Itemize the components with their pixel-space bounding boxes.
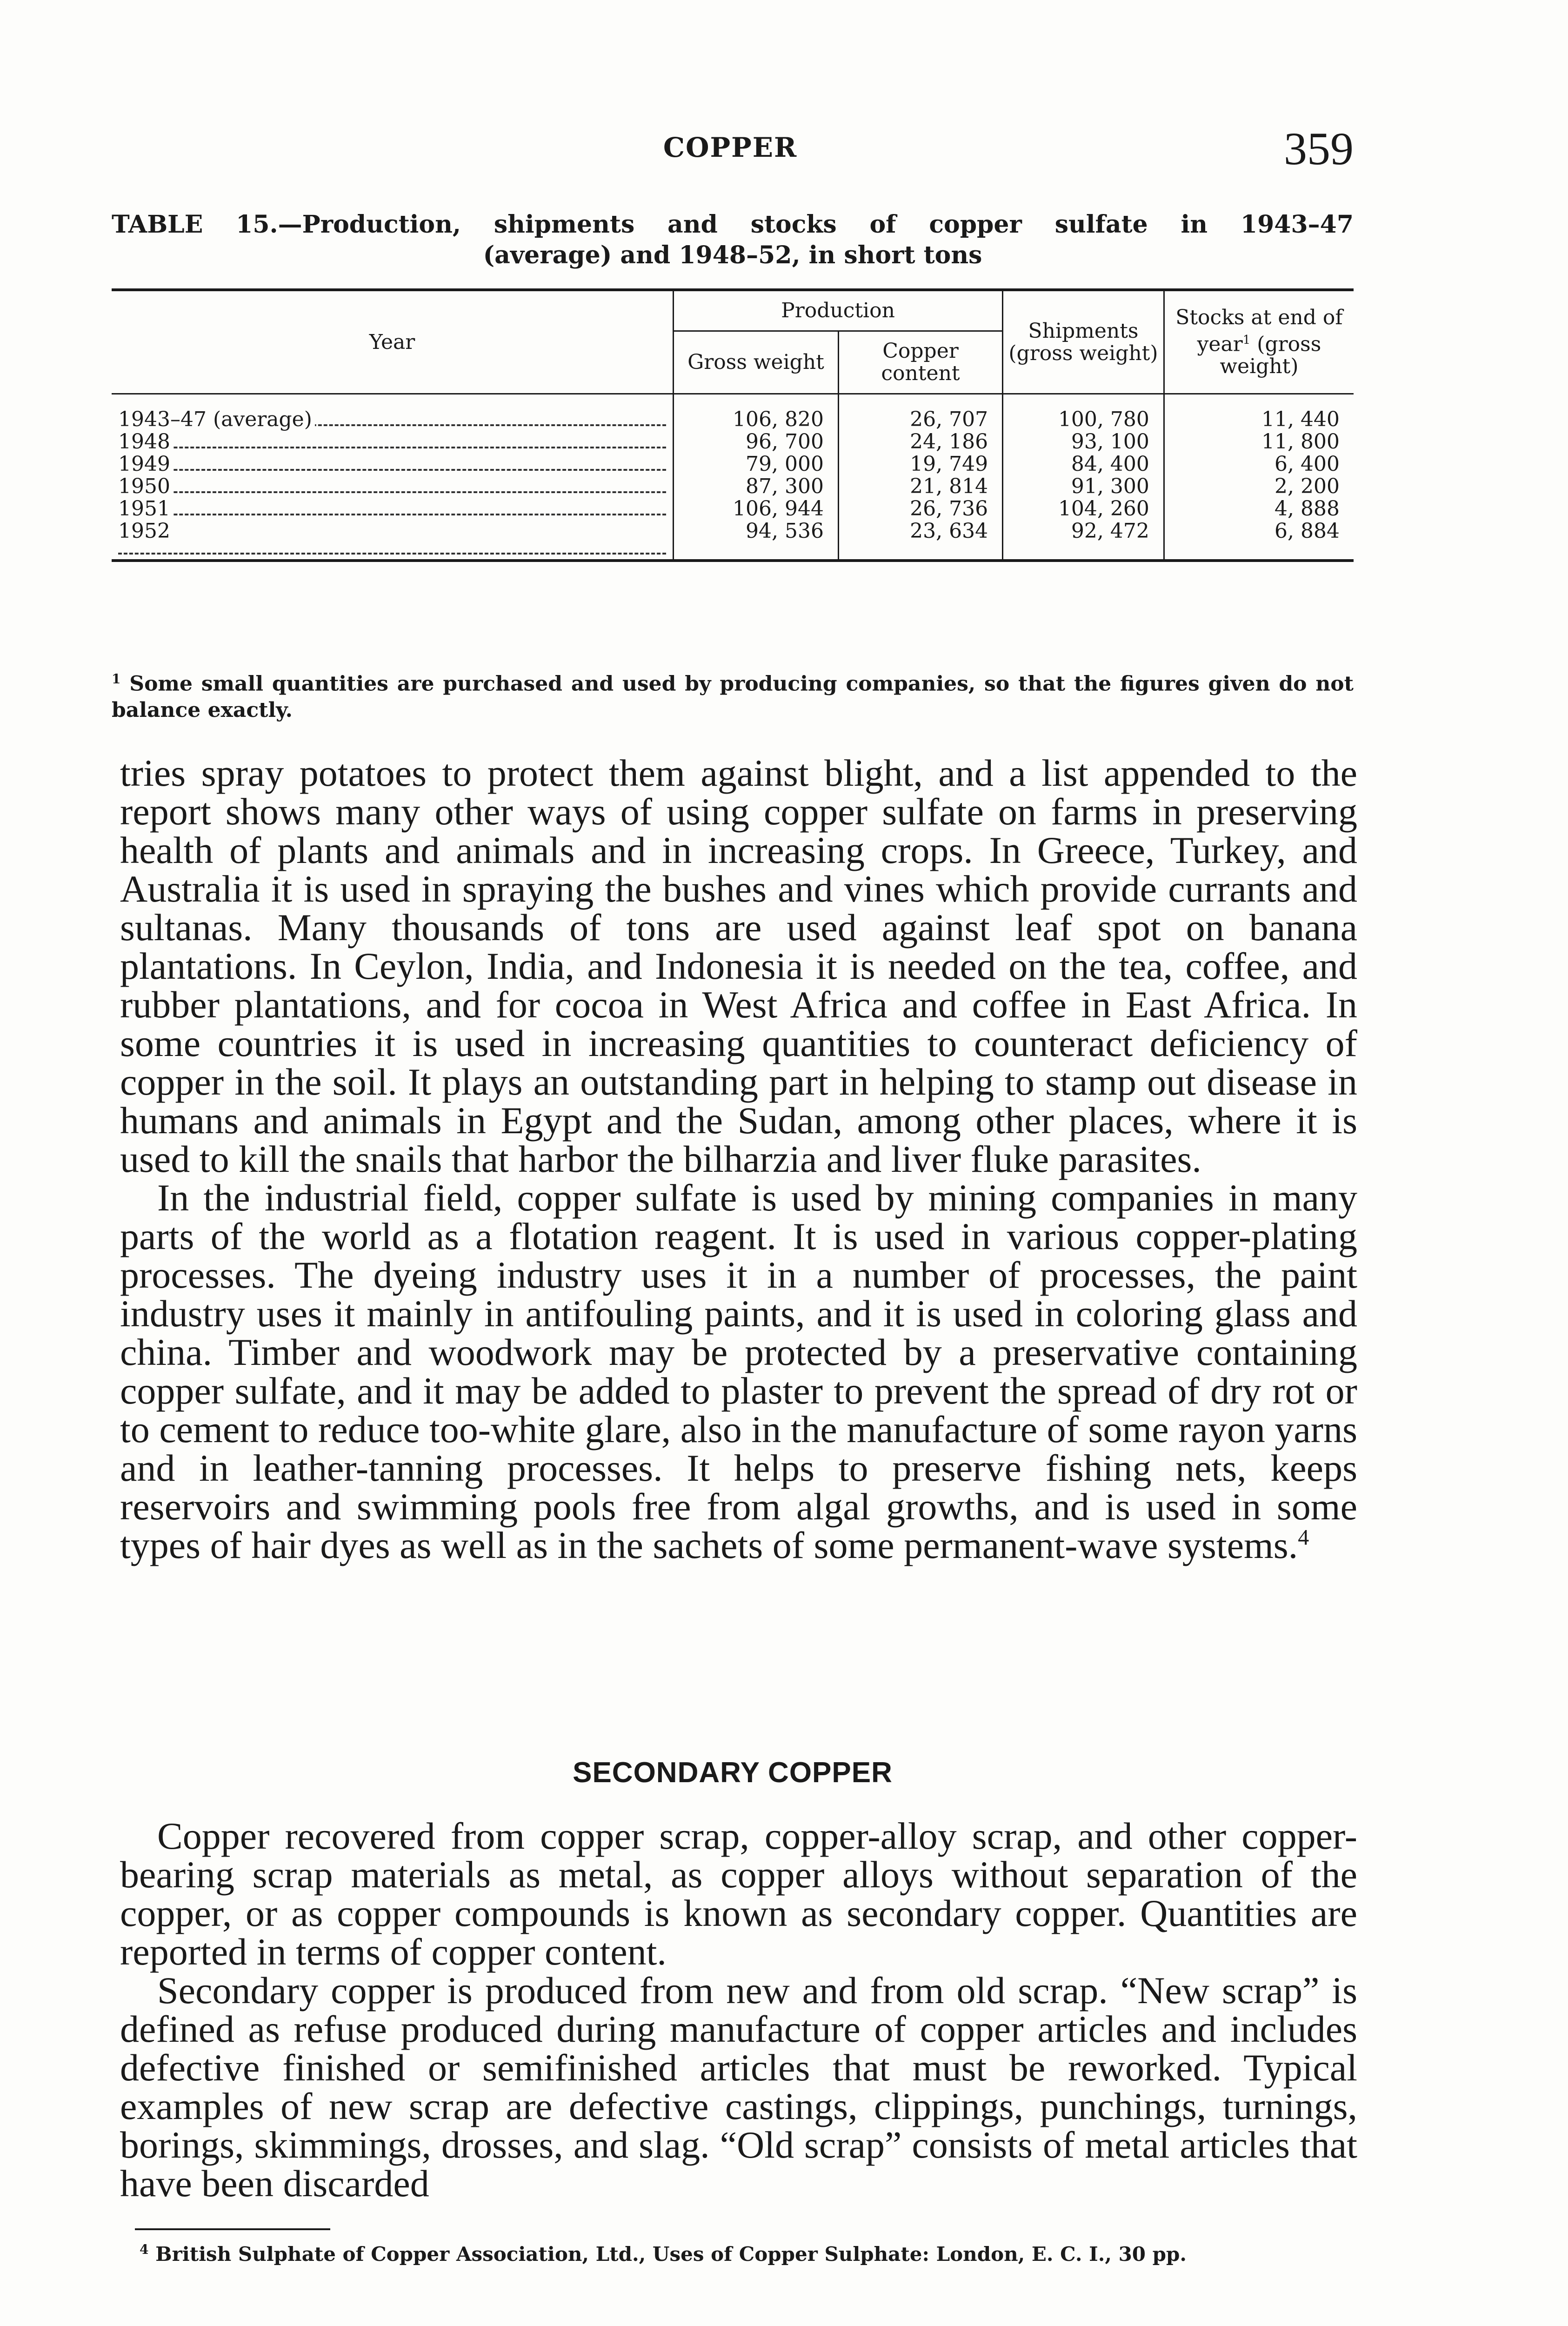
- section-heading: SECONDARY COPPER: [573, 1757, 893, 1789]
- cell-stocks: 2, 200: [1274, 475, 1340, 498]
- table-row: [112, 431, 1354, 453]
- cell-gross-weight: 79, 000: [673, 453, 838, 475]
- cell-shipments: 92, 472: [1003, 520, 1164, 561]
- table-footnote: [112, 666, 1354, 723]
- cell-shipments: 91, 300: [1003, 475, 1164, 498]
- footnote-reference: 4: [1298, 1525, 1309, 1550]
- table-row: [112, 475, 1354, 498]
- row-year: 1943–47 (average): [118, 408, 315, 431]
- cell-stocks: 11, 800: [1261, 430, 1340, 454]
- table-row: [112, 498, 1354, 520]
- cell-gross-weight: 87, 300: [673, 475, 838, 498]
- cell-gross-weight: 106, 820: [673, 394, 838, 431]
- cell-stocks: 4, 888: [1274, 497, 1340, 521]
- col-header-production: Production: [673, 290, 1002, 331]
- cell-shipments: 84, 400: [1003, 453, 1164, 475]
- table-footnote-marker: 1: [112, 671, 121, 687]
- paragraph-text: In the industrial field, copper sulfate is used by mining companies in many parts of the world as a flotation reagent. It is used in various copper-plating processes. The dyeing industry uses it in a number of processes, the paint industry uses it mainly in antifouling paints, and it is used in coloring glass and china. Timber and woodwork may be protected by a preservative containing copper sulfate, and it may be added to plaster to prevent the spread of dry rot or to cement to reduce too-white glare, also in the manufacture of some rayon yarns and in leather-tanning processes. It helps to preserve fishing nets, keeps reservoirs and swimming pools free from algal growths, and is used in some types of hair dyes as well as in the sachets of some permanent-wave systems.: [120, 1176, 1357, 1566]
- copper-sulfate-table: [112, 288, 1354, 562]
- row-year: 1950: [118, 475, 173, 498]
- paragraph: tries spray potatoes to protect them against blight, and a list appended to the report shows many other ways of using copper sulfate on farms in preserving health of plants and animals and in increasing crops. In Greece, Turkey, and Australia it is used in spraying the bushes and vines which provide currants and sultanas. Many thousands of tons are used against leaf spot on banana plantations. In Ceylon, India, and Indonesia it is needed on the tea, coffee, and rubber plantations, and for cocoa in West Africa and coffee in East Africa. In some countries it is used in increasing quantities to counteract deficiency of copper in the soil. It plays an outstanding part in helping to stamp out disease in humans and animals in Egypt and the Sudan, among other places, where it is used to kill the snails that harbor the bilharzia and liver fluke parasites.: [120, 752, 1357, 1180]
- col-header-stocks: [1164, 290, 1354, 394]
- cell-copper-content: 26, 736: [838, 498, 1002, 520]
- cell-stocks: 6, 884: [1164, 520, 1354, 561]
- cell-copper-content: 24, 186: [838, 431, 1002, 453]
- page-footnote: [140, 2238, 1354, 2266]
- paragraph: [120, 1178, 1357, 1564]
- col-header-copper-content: Copper content: [838, 331, 1002, 394]
- table-footnote-text: Some small quantities are purchased and used by producing companies, so that the figures given do not balance exactly.: [112, 672, 1354, 722]
- cell-stocks: 11, 440: [1261, 408, 1340, 431]
- col-header-stocks-label: Stocks at end of year: [1175, 305, 1343, 356]
- row-year: 1948: [118, 431, 173, 453]
- col-header-stocks-unit: (gross weight): [1220, 332, 1321, 379]
- table-caption-line-1: TABLE 15.—Production, shipments and stocks of copper sulfate in 1943–47: [112, 210, 1354, 239]
- paragraph: Copper recovered from copper scrap, copper-alloy scrap, and other copper-bearing scrap materials as metal, as copper alloys without separation of the copper, or as copper compounds is known as secondary copper. Quantities are reported in terms of copper content.: [120, 1815, 1357, 1973]
- table-row: [112, 394, 1354, 431]
- footnote-divider: [135, 2228, 330, 2230]
- cell-copper-content: 26, 707: [838, 394, 1002, 431]
- row-year: 1952: [118, 520, 173, 543]
- body-text: [120, 754, 1357, 1564]
- col-header-shipments: Shipments (gross weight): [1003, 290, 1164, 394]
- cell-copper-content: 19, 749: [838, 453, 1002, 475]
- row-year: 1949: [118, 453, 173, 475]
- cell-shipments: 100, 780: [1003, 394, 1164, 431]
- cell-shipments: 104, 260: [1003, 498, 1164, 520]
- cell-copper-content: 23, 634: [838, 520, 1002, 561]
- col-header-stocks-footnote-marker: 1: [1242, 333, 1251, 347]
- paragraph: Secondary copper is produced from new and from old scrap. “New scrap” is defined as refuse produced during manufacture of copper articles and includes defective finished or semifinished articles that must be reworked. Typical examples of new scrap are defective castings, clippings, punchings, turnings, borings, skimmings, drosses, and slag. “Old scrap” consists of metal articles that have been discarded: [120, 1969, 1357, 2205]
- cell-shipments: 93, 100: [1003, 431, 1164, 453]
- table-row: [112, 520, 1354, 561]
- table-caption: [112, 209, 1354, 271]
- page-number: 359: [1284, 123, 1354, 174]
- col-header-gross-weight: Gross weight: [673, 331, 838, 394]
- cell-copper-content: 21, 814: [838, 475, 1002, 498]
- section-body-text: [120, 1817, 1357, 2203]
- cell-gross-weight: 106, 944: [673, 498, 838, 520]
- cell-gross-weight: 94, 536: [673, 520, 838, 561]
- cell-gross-weight: 96, 700: [673, 431, 838, 453]
- page-footnote-marker: 4: [140, 2242, 149, 2257]
- page-footnote-text: British Sulphate of Copper Association, Ltd., Uses of Copper Sulphate: London, E. C. I., 30 pp.: [155, 2243, 1187, 2266]
- table-caption-line-2: (average) and 1948–52, in short tons: [483, 241, 982, 269]
- row-year: 1951: [118, 498, 173, 520]
- cell-stocks: 6, 400: [1274, 452, 1340, 476]
- table-row: [112, 453, 1354, 475]
- col-header-year: Year: [112, 290, 673, 394]
- running-header-title: COPPER: [663, 132, 798, 163]
